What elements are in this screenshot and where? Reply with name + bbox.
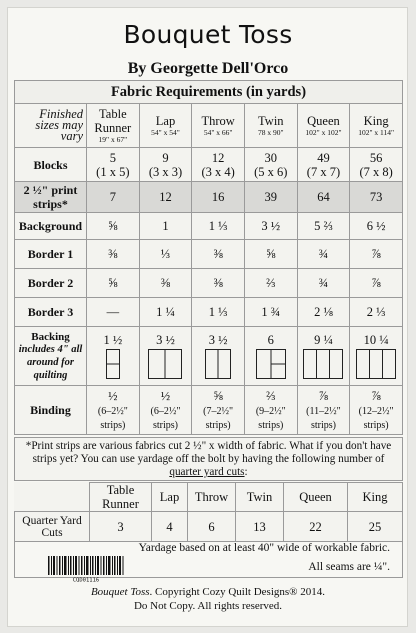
column-header: Twin 78 x 90" — [244, 104, 297, 148]
backing-diagram-3-panel — [303, 349, 343, 379]
background-row: Background ⅝ 1 1 ⅓ 3 ½ 5 ⅔ 6 ½ — [15, 213, 403, 240]
quarter-column-header: Throw — [188, 483, 236, 512]
barcode-number: CQD01116 — [72, 577, 100, 582]
column-header: Throw 54" x 66" — [192, 104, 245, 148]
quarter-column-header: Lap — [152, 483, 188, 512]
backing-row: Backing includes 4" all around for quilting 1 ½ 3 ½ 3 ½ 6 9 ¼ 10 ¼ — [15, 327, 403, 386]
quarter-column-header: Table Runner — [90, 483, 152, 512]
designer-byline: By Georgette Dell'Orco — [127, 60, 289, 77]
border2-row: Border 2 ⅝ ⅜ ⅜ ⅔ ¾ ⅞ — [15, 269, 403, 298]
pattern-title: Bouquet Toss — [123, 20, 293, 49]
border1-row: Border 1 ⅜ ⅓ ⅜ ⅝ ¾ ⅞ — [15, 240, 403, 269]
quarter-column-header: Twin — [236, 483, 284, 512]
quarter-values-row: Quarter Yard Cuts 3 4 6 13 22 25 — [15, 512, 403, 542]
blocks-row: Blocks 5 (1 x 5) 9 (3 x 3) 12 (3 x 4) 30 (5 x 6) 49 (7 x 7) 56 (7 x 8) — [15, 148, 403, 182]
column-header: Lap 54" x 54" — [139, 104, 192, 148]
pattern-name: Bouquet Toss — [90, 586, 150, 598]
column-header: King 102" x 114" — [350, 104, 403, 148]
requirements-heading: Fabric Requirements (in yards) — [15, 81, 403, 104]
backing-label: Backing — [31, 330, 70, 343]
fabric-requirements-table — [14, 80, 403, 435]
quarter-column-header: King — [348, 483, 403, 512]
border3-row: Border 3 — 1 ¼ 1 ⅓ 1 ¾ 2 ⅛ 2 ⅓ — [15, 298, 403, 327]
size-header-row — [15, 104, 403, 148]
quarter-yard-cuts-table — [14, 482, 403, 542]
finished-size-label: Finished sizes may vary — [15, 104, 87, 148]
backing-diagram-2-panel — [148, 349, 182, 379]
backing-diagram-1-panel — [106, 349, 120, 379]
barcode-icon — [48, 556, 124, 582]
binding-row: Binding ½ (6–2½" strips) ½ (6–2½" strips) ⅝ (7–2½" strips) ⅔ (9–2½" strips) ⅞ (11–2½" strips) ⅞ (12–2½" strips) — [15, 386, 403, 435]
quarter-yard-cuts-link-text: quarter yard cuts — [169, 466, 245, 478]
quarter-row-label: Quarter Yard Cuts — [15, 512, 90, 542]
copyright-notice: Bouquet Toss. Copyright Cozy Quilt Designs® 2014. Do Not Copy. All rights reserved. — [90, 586, 326, 612]
seams-note: All seams are ¼". — [308, 561, 390, 573]
quarter-header-row — [15, 483, 403, 512]
backing-diagram-3-panel — [356, 349, 396, 379]
backing-note: includes 4" all around for quilting — [18, 343, 83, 381]
column-header: Queen 102" x 102" — [297, 104, 350, 148]
backing-diagram-3-panel — [256, 349, 286, 379]
column-header: Table Runner 19" x 67" — [87, 104, 140, 148]
quarter-column-header: Queen — [284, 483, 348, 512]
yardage-note: Yardage based on at least 40" wide of workable fabric. — [138, 542, 390, 554]
print-strips-note: *Print strips are various fabrics cut 2 ½" x width of fabric. What if you don't have strips yet? You can use yardage off the bolt by having the following number of quarter yard cuts: — [14, 437, 403, 481]
backing-diagram-2-panel — [205, 349, 231, 379]
print-strips-row: 2 ½" print strips* 7 12 16 39 64 73 — [15, 182, 403, 213]
